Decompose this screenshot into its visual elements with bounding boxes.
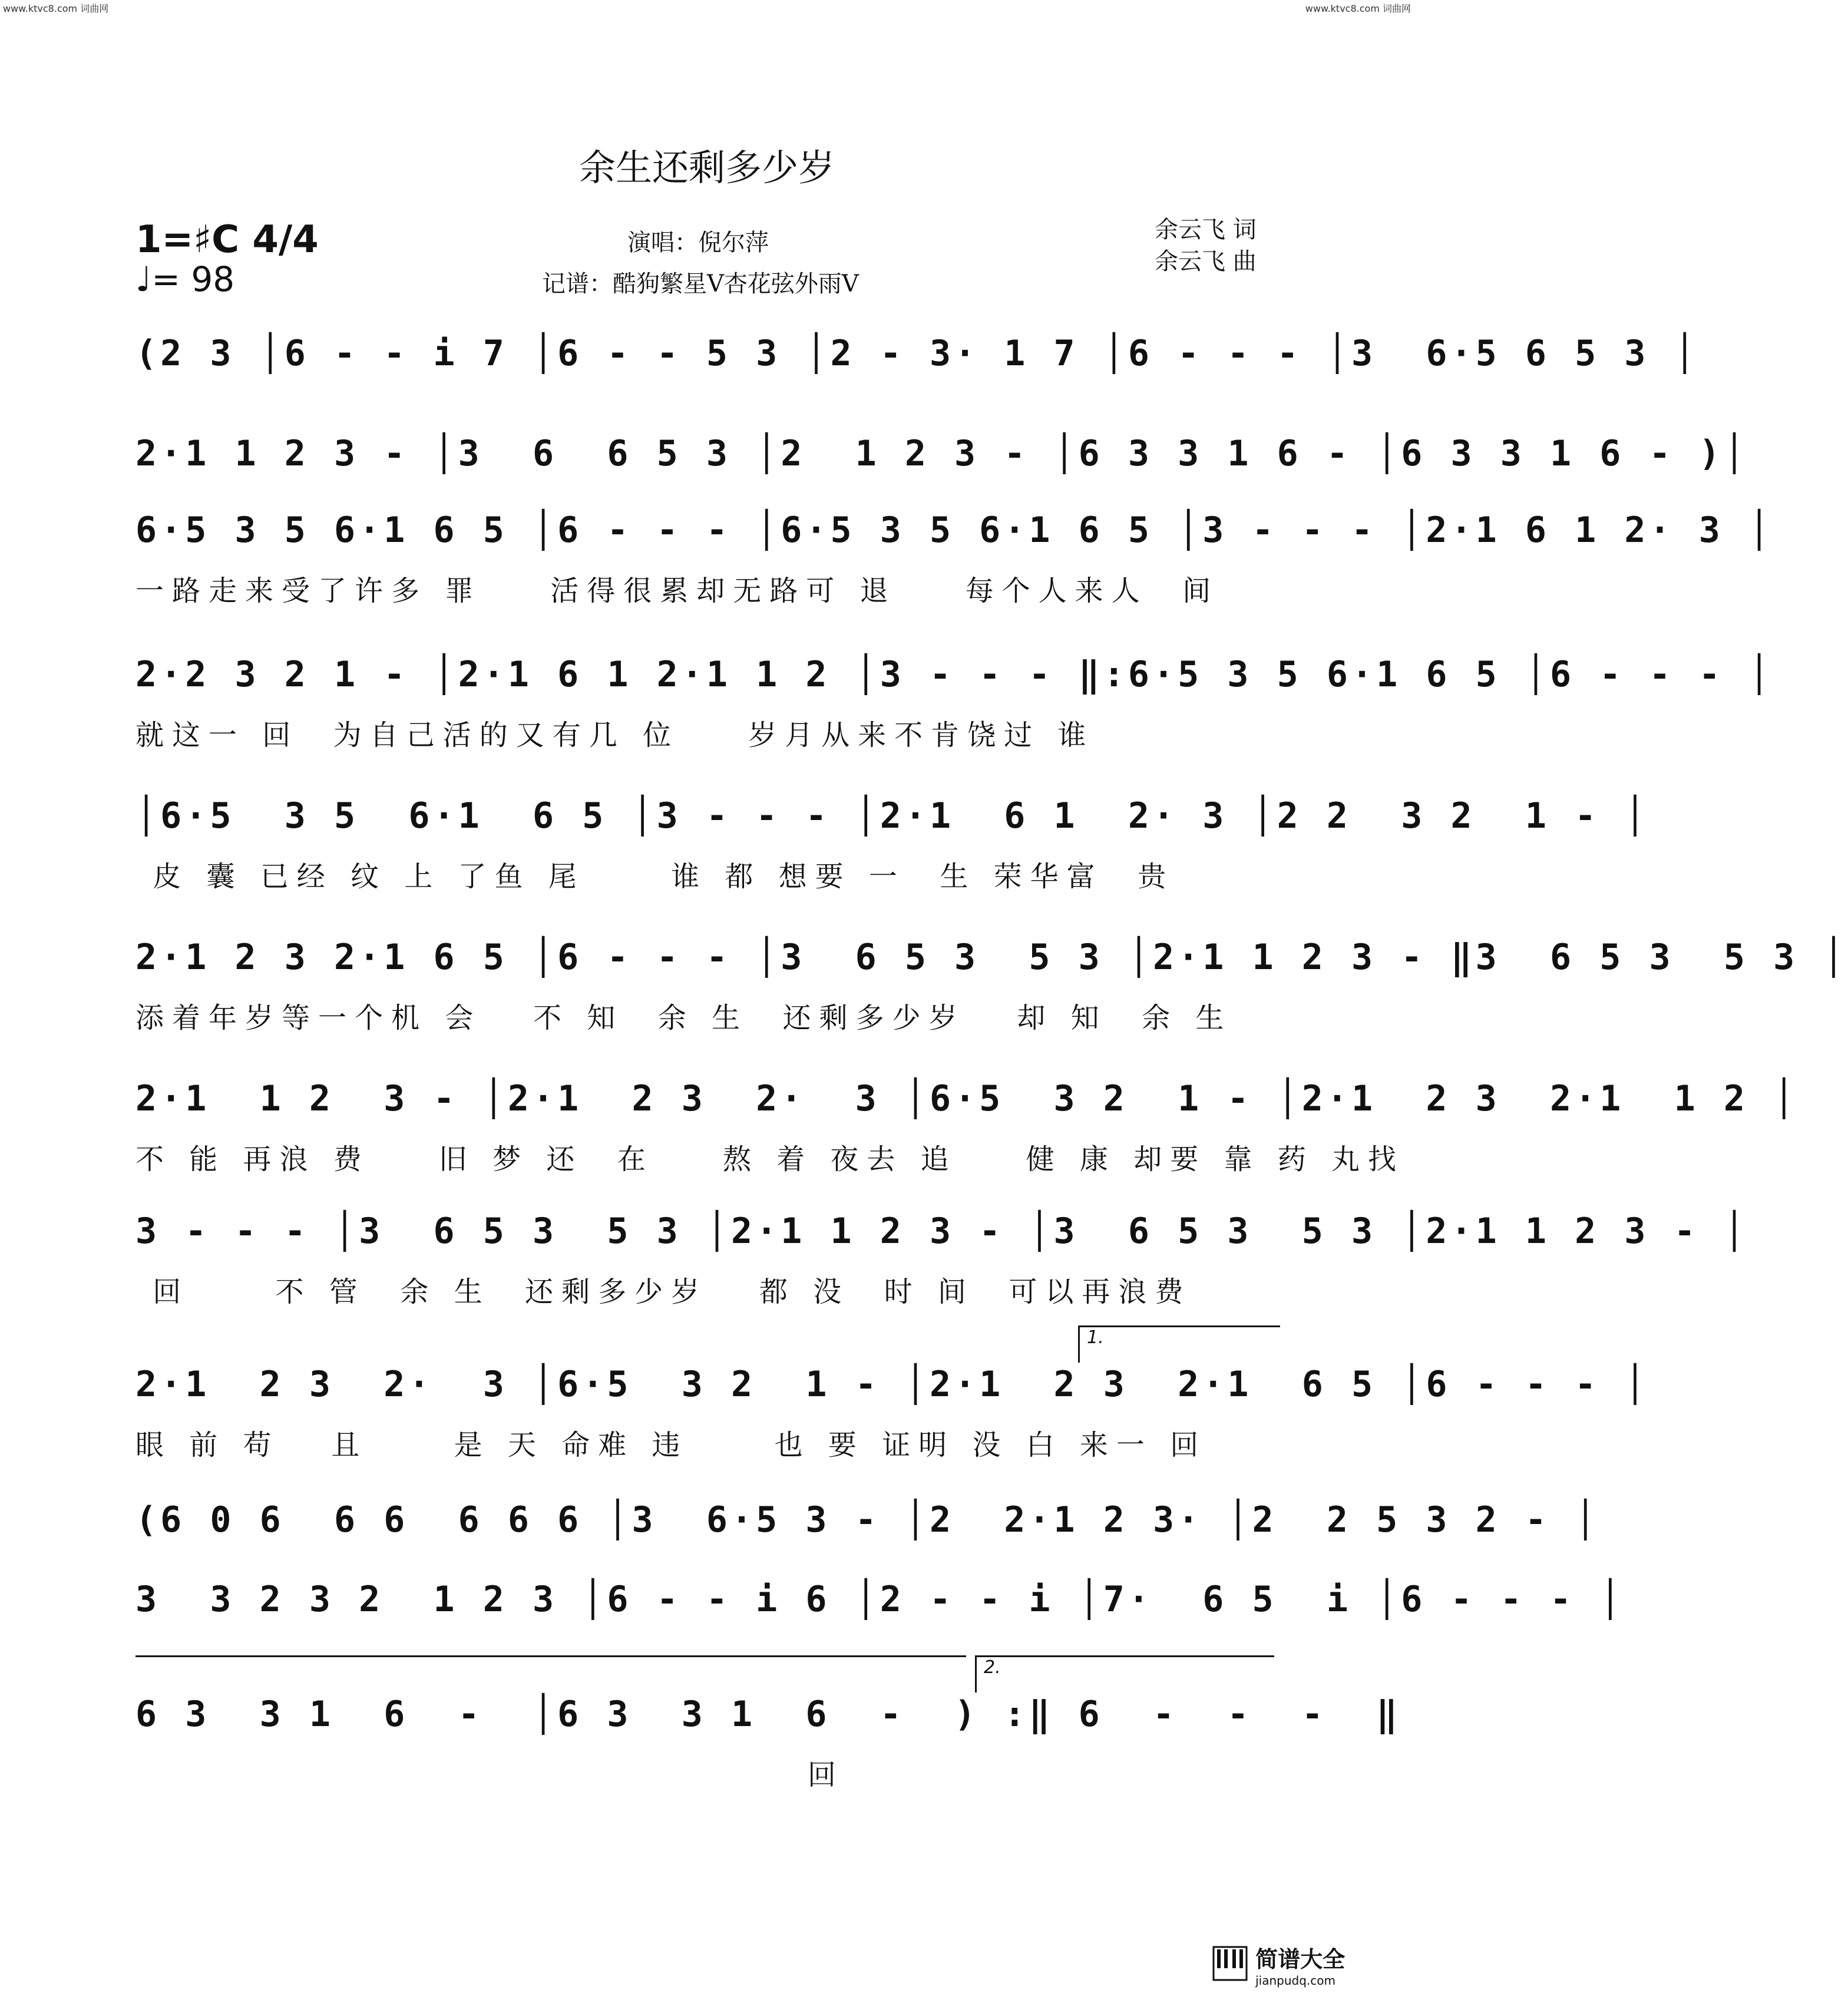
score-system-6	[135, 934, 1848, 1039]
repeat-span-line	[135, 1655, 966, 1657]
score-system-10	[135, 1496, 1600, 1543]
score-system-5	[135, 792, 1649, 897]
score-system-4	[135, 651, 1774, 756]
notation-line: 2·1 1 2 3 - │3 6 6 5 3 │2 1 2 3 - │6 3 3 1 6 - │6 3 3 1 6 - )│	[135, 433, 1748, 474]
singer-credit: 演唱：倪尔萍	[627, 229, 769, 256]
site-logo	[1214, 1941, 1390, 1994]
lyric-line: 就这一 回 为自己活的又有几 位 岁月从来不肯饶过 谁	[135, 719, 1095, 752]
first-ending-label: 1.	[1087, 1327, 1104, 1348]
score-system-1	[135, 330, 1699, 377]
score-system-7	[135, 1075, 1799, 1180]
lyric-line: 回 不 管 余 生 还剩多少岁 都 没 时 间 可以再浪费	[135, 1275, 1192, 1308]
notation-line: 6·5 3 5 6·1 6 5 │6 - - - │6·5 3 5 6·1 6 5 │3 - - - │2·1 6 1 2· 3 │	[135, 510, 1774, 551]
notation-line: 2·1 2 3 2·1 6 5 │6 - - - │3 6 5 3 5 3 │2·1 1 2 3 - ‖3 6 5 3 5 3 │	[135, 937, 1848, 978]
piano-keys-icon	[1214, 1947, 1247, 1982]
notation-line: 3 3 2 3 2 1 2 3 │6 - - i 6 │2 - - i │7· 6 5 i │6 - - - │	[135, 1579, 1625, 1620]
first-ending-bracket	[1078, 1325, 1280, 1363]
score-system-3	[135, 507, 1774, 611]
notation-line: (6 0 6 6 6 6 6 6 │3 6·5 3 - │2 2·1 2 3· │2 2 5 3 2 - │	[135, 1499, 1600, 1541]
second-ending-label: 2.	[984, 1657, 1001, 1678]
score-system-2	[135, 430, 1748, 477]
lyric-line: 眼 前 苟 且 是 天 命难 违 也 要 证明 没 白 来一 回	[135, 1429, 1207, 1462]
transcriber-credit: 记谱：酷狗繁星V杏花弦外雨V	[542, 270, 859, 297]
notation-line: 2·1 2 3 2· 3 │6·5 3 2 1 - │2·1 2 3 2·1 6 5 │6 - - - │	[135, 1364, 1649, 1405]
notation-line: 2·1 1 2 3 - │2·1 2 3 2· 3 │6·5 3 2 1 - │2·1 2 3 2·1 1 2 │	[135, 1078, 1799, 1119]
lyric-line: 皮 囊 已经 纹 上 了鱼 尾 谁 都 想要 一 生 荣华富 贵	[135, 860, 1175, 893]
tempo-marking: ♩= 98	[135, 259, 235, 299]
lyric-line: 回	[135, 1758, 845, 1791]
logo-url: jianpudq.com	[1255, 1973, 1335, 1988]
lyricist-credit: 余云飞 词	[1155, 216, 1257, 243]
notation-line: 3 - - - │3 6 5 3 5 3 │2·1 1 2 3 - │3 6 5 3 5 3 │2·1 1 2 3 - │	[135, 1211, 1748, 1252]
notation-line: 6 3 3 1 6 - │6 3 3 1 6 - ) :‖ 6 - - - ‖	[135, 1694, 1401, 1735]
composer-credit: 余云飞 曲	[1155, 248, 1257, 275]
lyric-line: 不 能 再浪 费 旧 梦 还 在 熬 着 夜去 追 健 康 却要 靠 药 丸找	[135, 1143, 1404, 1176]
notation-line: │6·5 3 5 6·1 6 5 │3 - - - │2·1 6 1 2· 3 │2 2 3 2 1 - │	[135, 795, 1649, 837]
lyric-line: 添着年岁等一个机 会 不 知 余 生 还剩多少岁 却 知 余 生	[135, 1001, 1232, 1034]
header-url-left: www.ktvc8.com 词曲网	[3, 3, 109, 14]
lyric-line: 一路走来受了许多 罪 活得很累却无路可 退 每个人来人 间	[135, 574, 1219, 607]
song-title: 余生还剩多少岁	[578, 146, 835, 189]
second-ending-bracket	[975, 1655, 1274, 1692]
notation-line: (2 3 │6 - - i 7 │6 - - 5 3 │2 - 3· 1 7 │6 - - - │3 6·5 6 5 3 │	[135, 333, 1699, 374]
score-system-12	[135, 1691, 1401, 1796]
logo-title: 简谱大全	[1255, 1946, 1345, 1972]
header-url-right: www.ktvc8.com 词曲网	[1305, 3, 1411, 14]
score-system-11	[135, 1576, 1625, 1623]
score-system-9	[135, 1361, 1649, 1466]
key-signature: 1=♯C 4/4	[135, 218, 319, 262]
notation-line: 2·2 3 2 1 - │2·1 6 1 2·1 1 2 │3 - - - ‖:6·5 3 5 6·1 6 5 │6 - - - │	[135, 654, 1774, 695]
score-system-8	[135, 1208, 1748, 1313]
